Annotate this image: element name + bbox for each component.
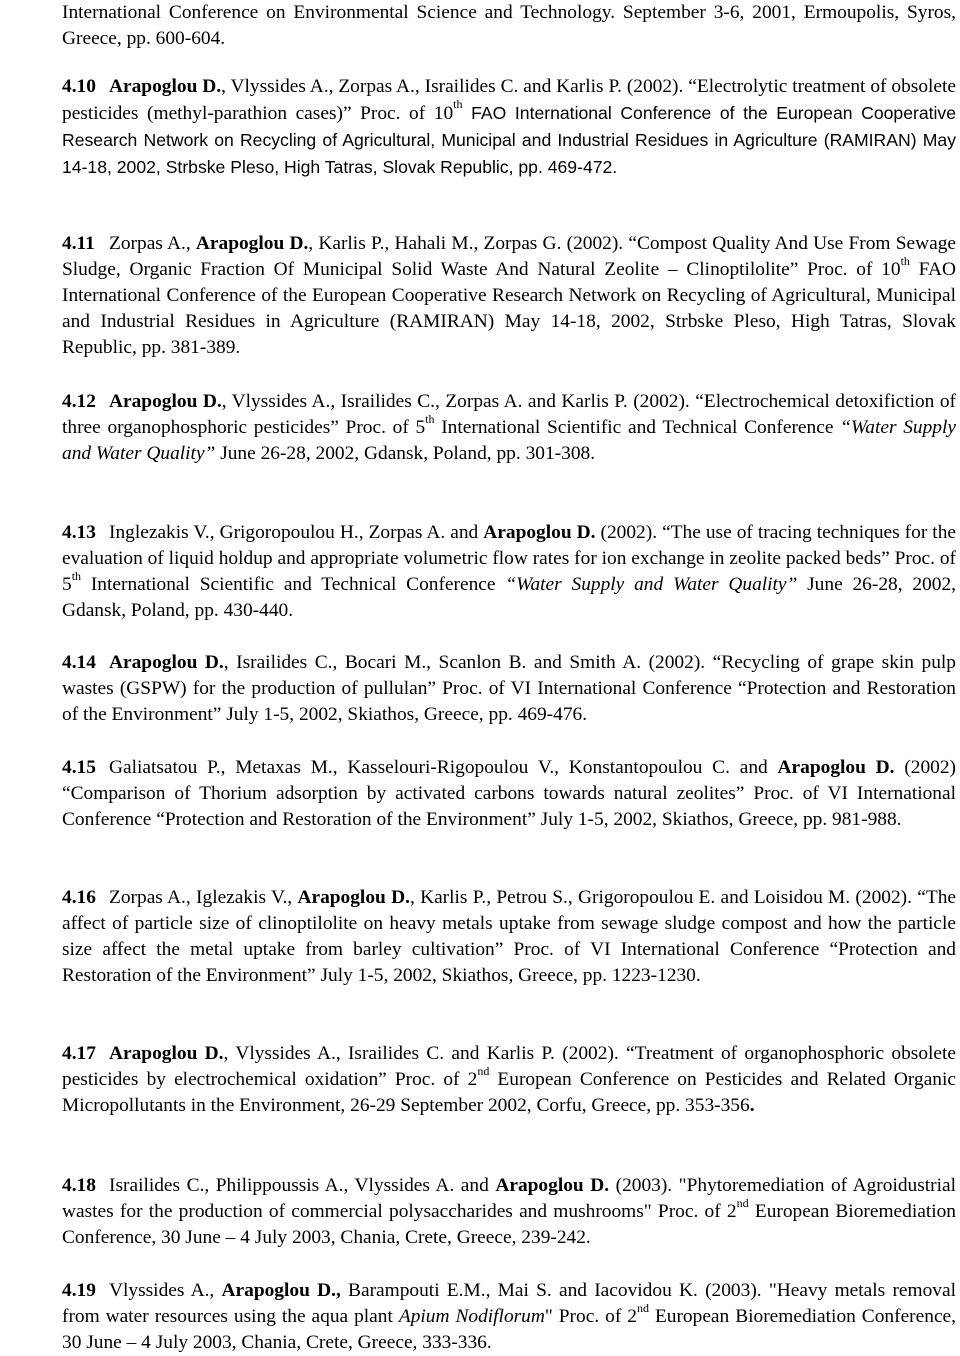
- reference-text-part: , Vlyssides A., Israilides C., Zorpas A. and Karlis P. (2002). “Electrochemical detoxifiction of three organophosphoric pesticides” Proc. of 5: [62, 391, 957, 438]
- reference-text-part: , Vlyssides A., Zorpas A., Israilides C. and Karlis P. (2002). “Electrolytic treatment of obsolete pesticides (methyl-parathion cases)” Proc. of 10: [62, 76, 957, 124]
- reference-text-part: Inglezakis V., Grigoropoulou H., Zorpas A. and: [109, 522, 484, 543]
- superscript: th: [425, 412, 435, 426]
- reference-text-part: , Karlis P., Petrou S., Grigoropoulou E. and Loisidou M. (2002). “The affect of particle size of clinoptilolite on heavy metals uptake from sewage sludge compost and how the particle size affect the metal uptake from barley cultivation” Proc. of VI International Conference “Protection and Restoration of the Environment” July 1-5, 2002, Skiathos, Greece, pp. 1223-1230.: [62, 887, 956, 986]
- superscript: nd: [477, 1064, 490, 1078]
- highlighted-author: Arapoglou D.: [109, 1043, 224, 1064]
- reference-continuation: [62, 0, 956, 52]
- reference-4-14: 4.14 Arapoglou D., Israilides C., Bocari M., Scanlon B. and Smith A. (2002). “Recycling of grape skin pulp wastes (GSPW) for the production of pullulan” Proc. of VI International Conference “Protection and Restoration of the Environment” July 1-5, 2002, Skiathos, Greece, pp. 469-476.: [62, 652, 957, 725]
- reference-text-part: European Bioremediation Conference, 30 June – 4 July 2003, Chania, Crete, Greece, 333-336.: [62, 1306, 957, 1353]
- reference-4-15: 4.15 Galiatsatou P., Metaxas M., Kasselouri-Rigopoulou V., Konstantopoulou C. and Arapoglou D. (2002) “Comparison of Thorium adsorption by activated carbons towards natural zeolites” Proc. of VI International Conference “Protection and Restoration of the Environment” July 1-5, 2002, Skiathos, Greece, pp. 981-988.: [62, 757, 957, 830]
- highlighted-author: Arapoglou D.: [195, 233, 309, 254]
- reference-text-part: International Scientific and Technical Conference: [81, 574, 506, 595]
- reference-text-part: International Scientific and Technical Conference: [434, 417, 841, 438]
- highlighted-author: Arapoglou D.: [495, 1175, 610, 1196]
- plant-name: Apium Nodiflorum: [398, 1306, 545, 1327]
- reference-text-part: Zorpas A.,: [109, 233, 196, 254]
- reference-text-part: June 26-28, 2002, Gdansk, Poland, pp. 301-308.: [215, 443, 596, 464]
- reference-4-19: 4.19 Vlyssides A., Arapoglou D., Barampouti E.M., Mai S. and Iacovidou K. (2003). "Heavy metals removal from water resources using the aqua plant Apium Nodiflorum" Proc. of 2nd European Bioremediation Conference, 30 June – 4 July 2003, Chania, Crete, Greece, 333-336.: [62, 1280, 957, 1353]
- reference-text-part: Barampouti E.M., Mai S. and Iacovidou K. (2003). "Heavy metals removal from water resources using the aqua plant: [62, 1280, 956, 1327]
- reference-4-10: 4.10 Arapoglou D., Vlyssides A., Zorpas A., Israilides C. and Karlis P. (2002). “Electrolytic treatment of obsolete pesticides (methyl-parathion cases)” Proc. of 10th FAO International Conference of the European Cooperative Research Network on Recycling of Agricultural, Municipal and Industrial Residues in Agriculture (RAMIRAN) May 14-18, 2002, Strbske Pleso, High Tatras, Slovak Republic, pp. 469-472.: [62, 76, 957, 177]
- reference-text-part: " Proc. of 2: [544, 1306, 637, 1327]
- highlighted-author: Arapoglou D.: [109, 391, 222, 412]
- reference-text-part: June 26-28, 2002, Gdansk, Poland, pp. 430-440.: [62, 574, 956, 621]
- reference-text-part: (2002). “The use of tracing techniques for the evaluation of liquid holdup and appropriate volumetric flow rates for ion exchange in zeolite packed beds” Proc. of 5: [62, 522, 957, 595]
- reference-text-part: FAO International Conference of the European Cooperative Research Network on Recycling of Agricultural, Municipal and Industrial Residues in Agriculture (RAMIRAN) May 14-18, 2002, Strbske Pleso, High Tatras, Slovak Republic, pp. 381-389.: [62, 259, 957, 358]
- superscript: th: [453, 97, 463, 111]
- reference-text-part: FAO International Conference of the European Cooperative Research Network on Recycling of Agricultural, Municipal and Industrial Residues in Agriculture (RAMIRAN) May 14-18, 2002, Strbske Pleso, High Tatras, Slovak Republic, pp. 469-472.: [62, 103, 956, 177]
- reference-text-part: (2003). "Phytoremediation of Agroidustrial wastes for the production of commercial polysaccharides and mushrooms" Proc. of 2: [62, 1175, 957, 1222]
- highlighted-author: Arapoglou D.: [483, 522, 596, 543]
- superscript: nd: [736, 1196, 749, 1210]
- highlighted-author: Arapoglou D.: [109, 76, 222, 97]
- conference-title: “Water Supply and Water Quality”: [62, 417, 956, 464]
- reference-text-part: European Bioremediation Conference, 30 June – 4 July 2003, Chania, Crete, Greece, 239-242.: [62, 1201, 956, 1248]
- reference-text-part: Galiatsatou P., Metaxas M., Kasselouri-Rigopoulou V., Konstantopoulou C. and: [109, 757, 778, 778]
- reference-text-part: , Vlyssides A., Israilides C. and Karlis P. (2002). “Treatment of organophosphoric obsolete pesticides by electrochemical oxidation” Proc. of 2: [62, 1043, 957, 1090]
- highlighted-author: Arapoglou D.: [297, 887, 410, 908]
- reference-text-part: Zorpas A., Iglezakis V.,: [109, 887, 298, 908]
- highlighted-author: Arapoglou D.: [109, 652, 224, 673]
- reference-4-12: 4.12 Arapoglou D., Vlyssides A., Israilides C., Zorpas A. and Karlis P. (2002). “Electrochemical detoxifiction of three organophosphoric pesticides” Proc. of 5th International Scientific and Technical Conference “Water Supply and Water Quality” June 26-28, 2002, Gdansk, Poland, pp. 301-308.: [62, 391, 957, 464]
- reference-4-17: 4.17 Arapoglou D., Vlyssides A., Israilides C. and Karlis P. (2002). “Treatment of organophosphoric obsolete pesticides by electrochemical oxidation” Proc. of 2nd European Conference on Pesticides and Related Organic Micropollutants in the Environment, 26-29 September 2002, Corfu, Greece, pp. 353-356.: [62, 1043, 957, 1116]
- reference-4-16: 4.16 Zorpas A., Iglezakis V., Arapoglou D., Karlis P., Petrou S., Grigoropoulou E. and Loisidou M. (2002). “The affect of particle size of clinoptilolite on heavy metals uptake from sewage sludge compost and how the particle size affect the metal uptake from barley cultivation” Proc. of VI International Conference “Protection and Restoration of the Environment” July 1-5, 2002, Skiathos, Greece, pp. 1223-1230.: [62, 887, 956, 986]
- reference-text-part: , Karlis P., Hahali M., Zorpas G. (2002). “Compost Quality And Use From Sewage Sludge, Organic Fraction Of Municipal Solid Waste And Natural Zeolite – Clinoptilolite” Proc. of 10: [62, 233, 956, 280]
- reference-text-part: Vlyssides A.,: [109, 1280, 222, 1301]
- reference-text-part: Israilides C., Philippoussis A., Vlyssides A. and: [109, 1175, 496, 1196]
- highlighted-author: Arapoglou D.,: [221, 1280, 341, 1301]
- conference-title: “Water Supply and Water Quality”: [505, 574, 798, 595]
- reference-text: International Conference on Environmental Science and Technology. September 3-6, 2001, Ermoupolis, Syros, Greece, pp. 600-604.: [62, 2, 956, 49]
- reference-text-part: (2002) “Comparison of Thorium adsorption by activated carbons towards natural zeolites” Proc. of VI International Conference “Protection and Restoration of the Environment” July 1-5, 2002, Skiathos, Greece, pp. 981-988.: [62, 757, 957, 830]
- superscript: th: [71, 569, 82, 583]
- reference-text-part: , Israilides C., Bocari M., Scanlon B. and Smith A. (2002). “Recycling of grape skin pulp wastes (GSPW) for the production of pullulan” Proc. of VI International Conference “Protection and Restoration of the Environment” July 1-5, 2002, Skiathos, Greece, pp. 469-476.: [62, 652, 957, 725]
- reference-4-11: 4.11 Zorpas A., Arapoglou D., Karlis P., Hahali M., Zorpas G. (2002). “Compost Quality And Use From Sewage Sludge, Organic Fraction Of Municipal Solid Waste And Natural Zeolite – Clinoptilolite” Proc. of 10th FAO International Conference of the European Cooperative Research Network on Recycling of Agricultural, Municipal and Industrial Residues in Agriculture (RAMIRAN) May 14-18, 2002, Strbske Pleso, High Tatras, Slovak Republic, pp. 381-389.: [62, 233, 957, 358]
- reference-4-18: 4.18 Israilides C., Philippoussis A., Vlyssides A. and Arapoglou D. (2003). "Phytoremediation of Agroidustrial wastes for the production of commercial polysaccharides and mushrooms" Proc. of 2nd European Bioremediation Conference, 30 June – 4 July 2003, Chania, Crete, Greece, 239-242.: [62, 1175, 957, 1248]
- reference-text-part: European Conference on Pesticides and Related Organic Micropollutants in the Environment, 26-29 September 2002, Corfu, Greece, pp. 353-356: [62, 1069, 956, 1116]
- highlighted-author: Arapoglou D.: [777, 757, 895, 778]
- superscript: th: [900, 254, 910, 268]
- superscript: nd: [636, 1301, 649, 1315]
- reference-4-13: 4.13 Inglezakis V., Grigoropoulou H., Zorpas A. and Arapoglou D. (2002). “The use of tracing techniques for the evaluation of liquid holdup and appropriate volumetric flow rates for ion exchange in zeolite packed beds” Proc. of 5th International Scientific and Technical Conference “Water Supply and Water Quality” June 26-28, 2002, Gdansk, Poland, pp. 430-440.: [62, 522, 957, 621]
- reference-text-part: .: [749, 1095, 755, 1116]
